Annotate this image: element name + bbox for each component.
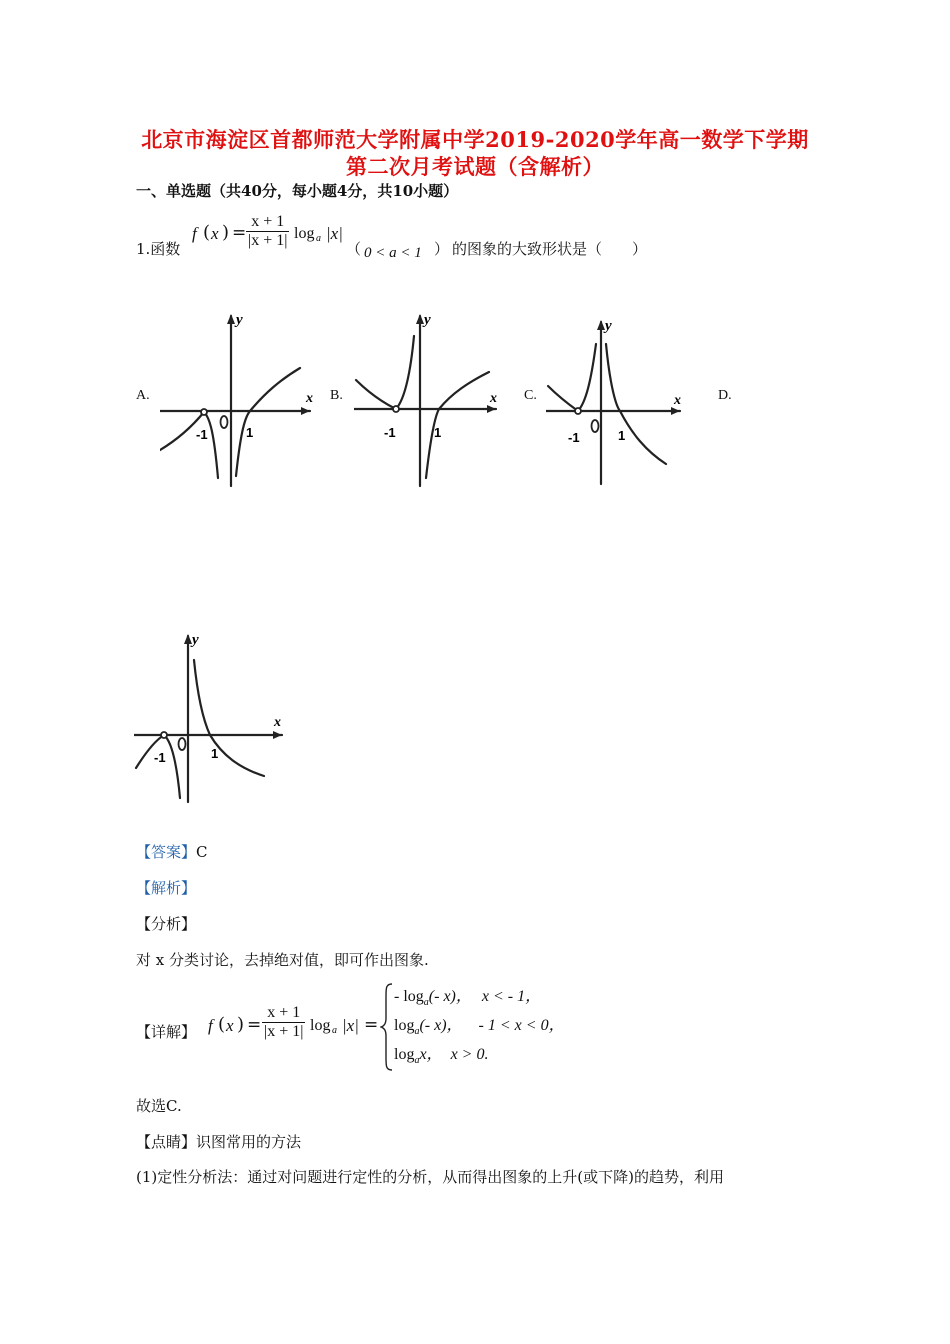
case-2: $\log_a(-$ x)， - 1 < x < 0， [394,1017,565,1038]
question-number: 1.函数 [136,240,181,258]
fenxi-text: 对 x 分类讨论，去掉绝对值，即可作出图象. [136,951,429,969]
condition: 0 < a < 1 [364,245,422,261]
graph-d [134,630,290,804]
detail-function-name: f [208,1016,213,1035]
detail-equals-2: = [364,1015,379,1035]
graph-c-curve-right [606,344,666,464]
conclusion: 故选C. [136,1097,182,1115]
graph-b-curve-mid [396,336,414,409]
option-c-label: C. [524,388,537,403]
graph-a-one: 1 [246,425,254,440]
graph-d-curve-mid [164,735,180,798]
graph-b-one: 1 [434,425,442,440]
section-heading: 一、单选题（共40分，每小题4分，共10小题） [136,182,459,200]
fraction-denominator: |x + 1| [248,232,288,249]
abs-x: |x| [326,224,343,243]
graph-d-x-label: x [274,715,281,730]
graph-b-point [393,406,399,412]
graph-d-point [161,732,167,738]
graph-c-one: 1 [618,428,626,443]
fenxi-tag: 【分析】 [136,915,197,933]
graph-d-y-label: y [192,632,199,648]
dianjing-tag: 【点睛】 [136,1133,197,1151]
detail-denominator: |x + 1| [264,1023,304,1040]
method-1-text: (1)定性分析法：通过对问题进行定性的分析，从而得出图象的上升(或下降)的趋势，利用 [136,1168,724,1186]
graph-b [354,308,504,488]
graph-a-origin [221,416,228,428]
answer-tag: 【答案】 [136,843,197,861]
dianjing-line [136,1131,301,1152]
graph-c-x-label: x [674,393,681,408]
condition-open-paren: （ [346,240,362,258]
graph-a [160,308,320,488]
log-base: a [316,233,321,244]
graph-a-neg1: -1 [196,427,208,442]
piecewise-cases [394,982,634,1069]
graph-d-neg1: -1 [154,750,166,765]
answer-value: C [196,843,208,861]
graph-a-curve-mid [204,412,218,478]
graph-c [546,316,686,488]
fraction-numerator: x + 1 [246,213,289,232]
graph-c-point [575,408,581,414]
graph-d-one: 1 [211,746,219,761]
graph-d-origin [179,738,186,750]
graph-c-curve-mid [578,344,596,411]
function-arg: x [211,224,219,243]
graph-c-y-label: y [605,318,612,334]
graph-c-neg1: -1 [568,430,580,445]
document-title-line-1: 北京市海淀区首都师范大学附属中学2019-2020学年高一数学下学期 [141,127,809,152]
detail-paren-right: ) [237,1014,245,1035]
graph-c-origin [592,420,599,432]
detail-log-base: a [332,1025,337,1036]
condition-close-paren: ） [434,240,450,258]
option-d-label: D. [718,388,732,403]
detail-abs-x: |x| [342,1016,359,1035]
answer-line [136,841,208,862]
question-suffix: 的图象的大致形状是（ ） [452,240,648,258]
question-1 [136,211,836,267]
option-a-label: A. [136,388,150,403]
equals-sign: = [232,223,247,243]
detail-equals: = [247,1015,262,1035]
graph-d-curve-right [194,660,264,776]
case-3: $\log_ax$， x > 0. [394,1046,489,1067]
option-b-label: B. [330,388,343,403]
detail-tag: 【详解】 [136,1023,197,1041]
detail-function-arg: x [226,1016,234,1035]
function-name: f [192,224,197,243]
detail-paren-left: ( [218,1014,226,1035]
paren-right: ) [222,222,230,243]
graph-a-point [201,409,207,415]
detail-numerator: x + 1 [262,1004,305,1023]
fraction [246,213,289,250]
graph-a-x-label: x [306,391,313,406]
graph-a-curve-right [236,368,300,476]
detail-fraction [262,1004,305,1041]
paren-left: ( [203,222,211,243]
graph-b-y-label: y [424,312,431,328]
case-1: - $\log_a(-$ x)， x < - 1， [394,988,542,1009]
graph-b-curve-left [356,380,396,409]
graph-c-curve-left [548,386,578,411]
detail-log-label: log [310,1017,331,1034]
log-label: log [294,225,315,242]
detail-block [136,982,636,1072]
graph-b-x-label: x [490,391,497,406]
graph-b-neg1: -1 [384,425,396,440]
document-title-line-2: 第二次月考试题（含解析） [346,154,604,179]
piecewise-brace [380,982,394,1072]
analysis-tag: 【解析】 [136,879,197,897]
dianjing-text: 识图常用的方法 [196,1133,302,1151]
graph-a-y-label: y [236,312,243,328]
